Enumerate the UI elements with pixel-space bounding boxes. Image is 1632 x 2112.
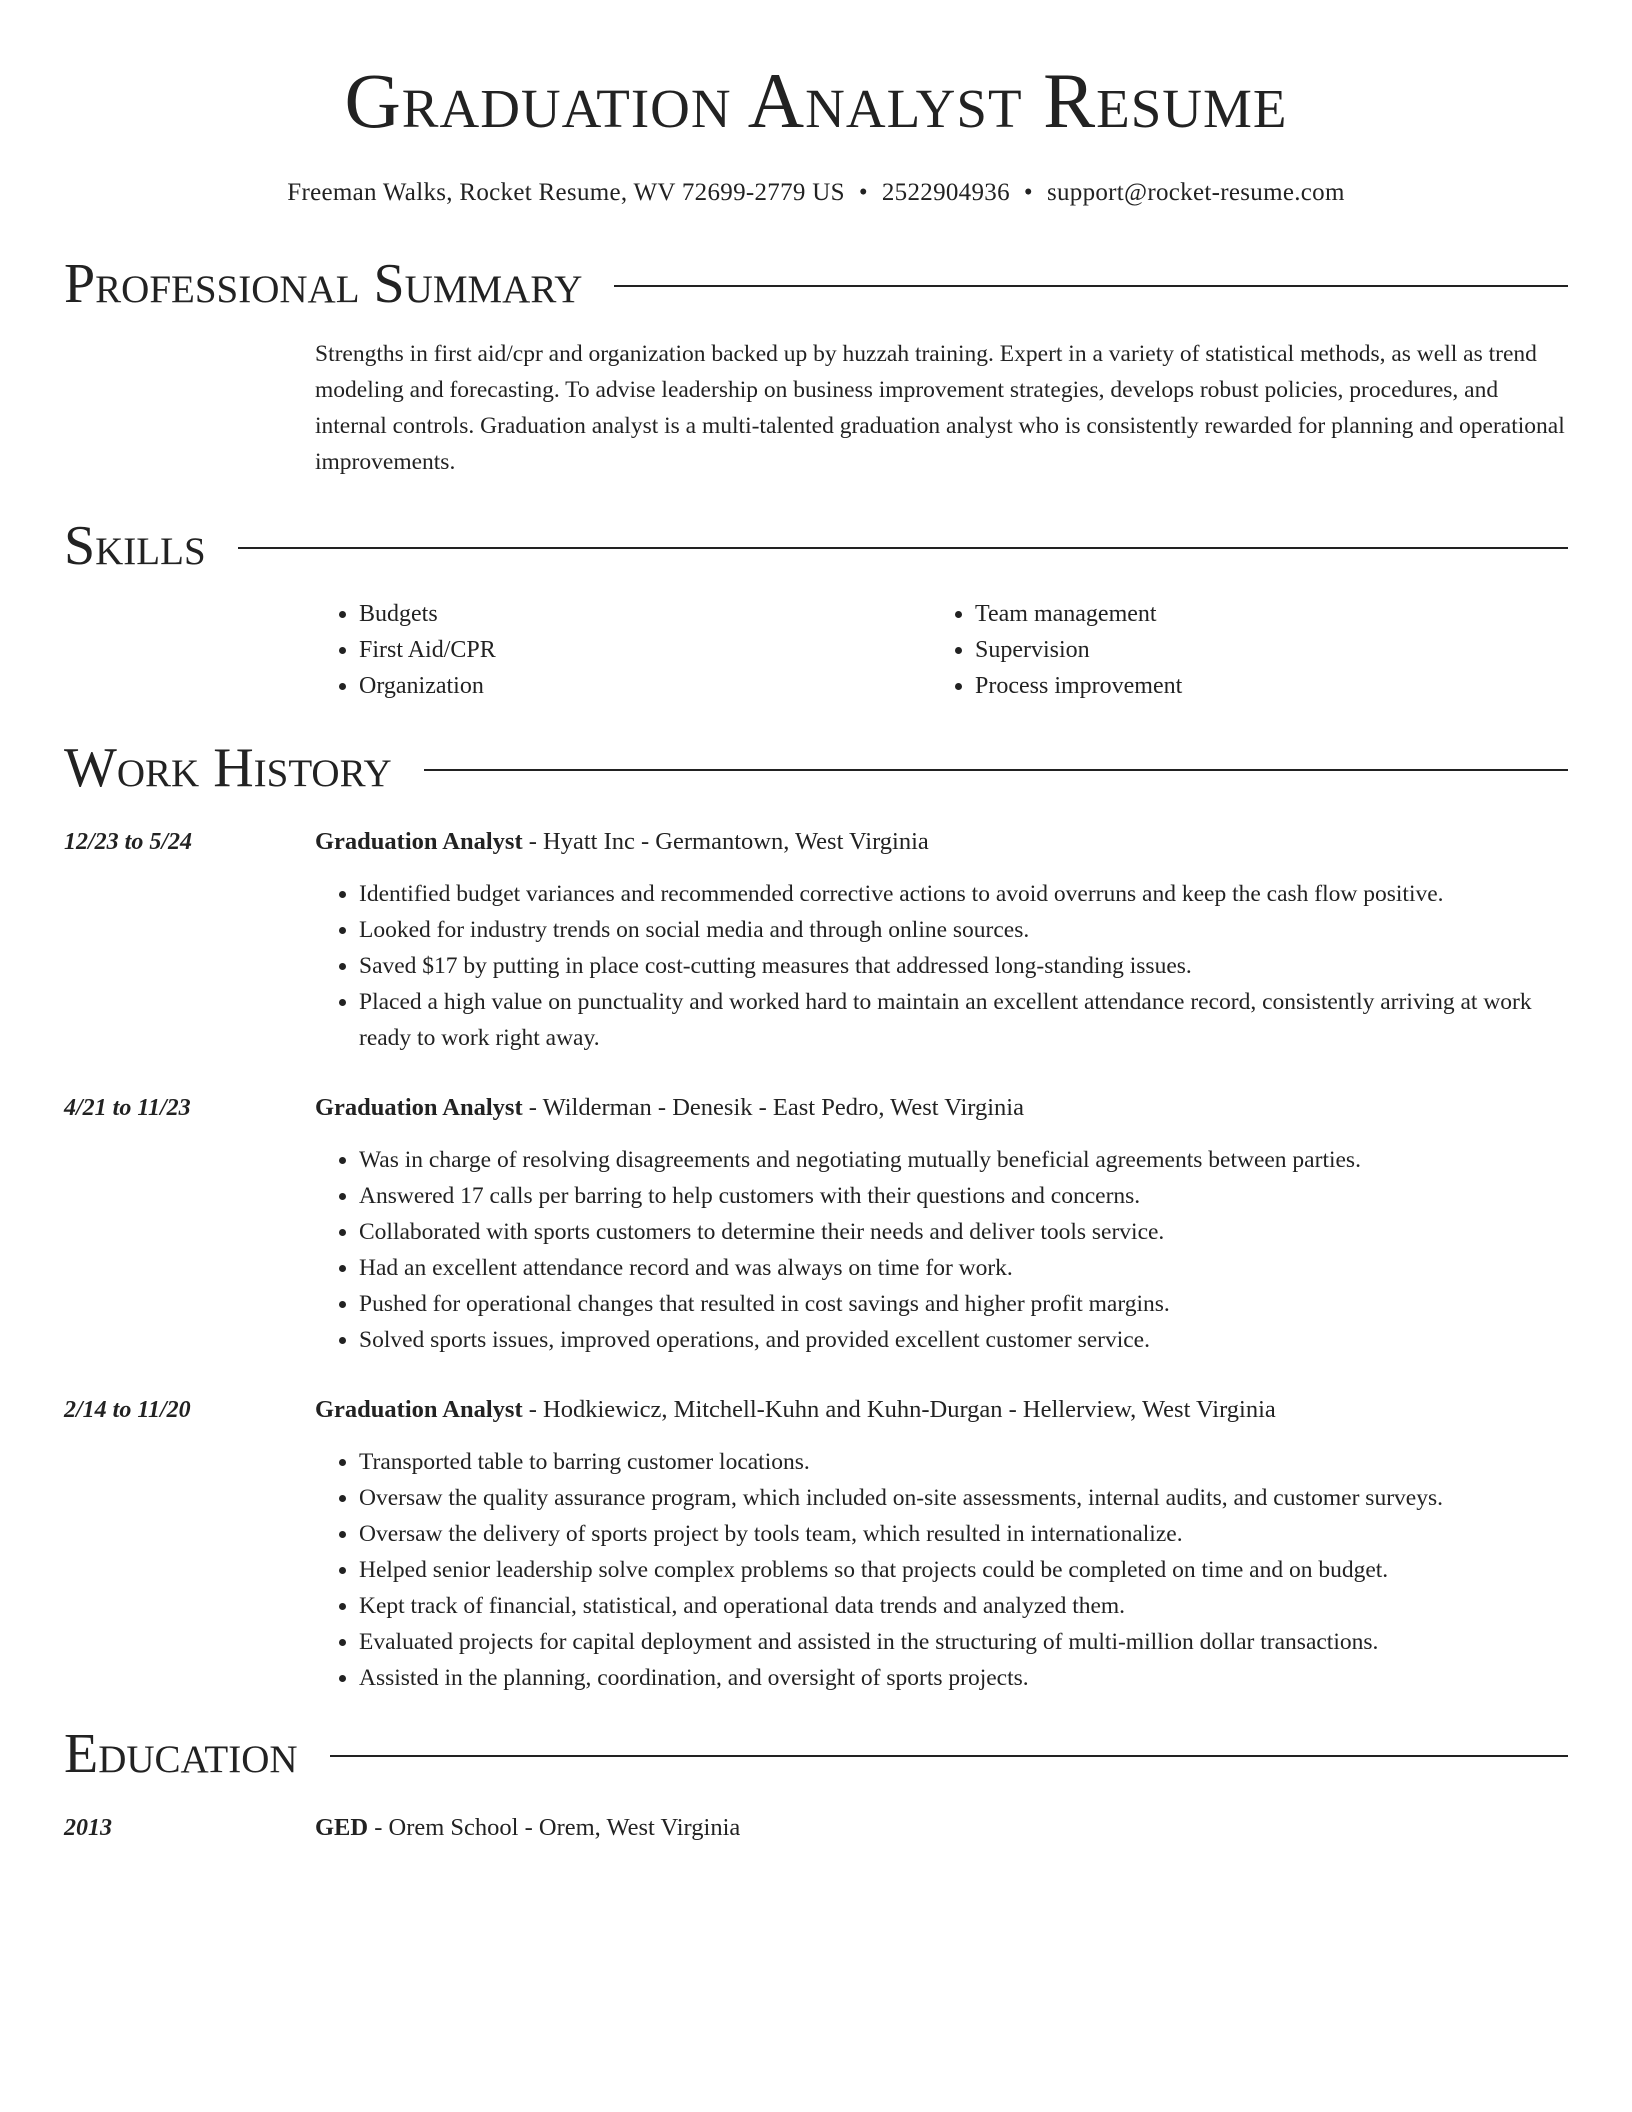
summary-heading [64, 253, 1568, 315]
skills-heading-text: Skills [64, 515, 206, 577]
summary-text: Strengths in first aid/cpr and organization backed up by huzzah training. Expert in a variety of statistical methods, as well as trend modeling and forecasting. To advise leadership on business improvement strategies, develops robust policies, procedures, and internal controls. Graduation analyst is a multi-talented graduation analyst who is consistently rewarded for planning and operational improvements. [315, 341, 1565, 475]
job-entry [64, 1392, 1568, 1696]
education-heading-text: Education [64, 1723, 298, 1785]
skill-item: • Organization [359, 668, 931, 704]
job-bullet: • Assisted in the planning, coordination, and oversight of sports projects. [359, 1660, 1568, 1696]
job-bullets [315, 1142, 1568, 1358]
resume-page [64, 0, 1568, 1846]
job-dates: 2/14 to 11/20 [64, 1397, 191, 1423]
section-rule [614, 285, 1568, 287]
job-entry [64, 1090, 1568, 1358]
job-bullet: • Placed a high value on punctuality and worked hard to maintain an excellent attendance record, consistently arriving at work ready to work right away. [359, 984, 1568, 1056]
job-details: - Wilderman - Denesik - East Pedro, West Virginia [522, 1094, 1024, 1121]
skill-item: • Budgets [359, 596, 931, 632]
section-rule [424, 769, 1568, 771]
job-bullet: • Collaborated with sports customers to determine their needs and deliver tools service. [359, 1214, 1568, 1250]
job-bullet: • Saved $17 by putting in place cost-cutting measures that addressed long-standing issues. [359, 948, 1568, 984]
education-details: - Orem School - Orem, West Virginia [368, 1814, 741, 1841]
section-rule [238, 547, 1568, 549]
job-bullet: • Transported table to barring customer locations. [359, 1444, 1568, 1480]
job-title-line [315, 1392, 1568, 1428]
job-title-line [315, 824, 1568, 860]
skill-item: • Team management [975, 596, 1547, 632]
job-dates: 4/21 to 11/23 [64, 1095, 191, 1121]
education-line [315, 1810, 1568, 1846]
contact-separator: • [858, 179, 868, 206]
job-bullet: • Answered 17 calls per barring to help customers with their questions and concerns. [359, 1178, 1568, 1214]
job-bullet: • Was in charge of resolving disagreements and negotiating mutually beneficial agreements between parties. [359, 1142, 1568, 1178]
job-dates: 12/23 to 5/24 [64, 829, 193, 855]
job-bullets [315, 1444, 1568, 1696]
job-bullet: • Solved sports issues, improved operations, and provided excellent customer service. [359, 1322, 1568, 1358]
job-details: - Hyatt Inc - Germantown, West Virginia [522, 828, 929, 855]
job-bullet: • Pushed for operational changes that resulted in cost savings and higher profit margins. [359, 1286, 1568, 1322]
skills-column-left [315, 596, 931, 704]
job-title: Graduation Analyst [315, 1396, 523, 1423]
job-details: - Hodkiewicz, Mitchell-Kuhn and Kuhn-Durgan - Hellerview, West Virginia [522, 1396, 1276, 1423]
education-degree: GED [315, 1814, 369, 1841]
job-entry [64, 824, 1568, 1056]
skills-heading [64, 515, 1568, 577]
contact-line [64, 178, 1568, 208]
resume-title: Graduation Analyst Resume [344, 57, 1288, 144]
education-entry [64, 1810, 1568, 1846]
contact-separator: • [1023, 179, 1033, 206]
work-history-heading-text: Work History [64, 737, 392, 799]
job-bullet: • Oversaw the quality assurance program, which included on-site assessments, internal audits, and customer surveys. [359, 1480, 1568, 1516]
phone: 2522904936 [881, 179, 1010, 206]
skill-item: • Supervision [975, 632, 1547, 668]
job-title-line [315, 1090, 1568, 1126]
job-bullet: • Kept track of financial, statistical, and operational data trends and analyzed them. [359, 1588, 1568, 1624]
job-bullet: • Identified budget variances and recommended corrective actions to avoid overruns and keep the cash flow positive. [359, 876, 1568, 912]
job-bullet: • Evaluated projects for capital deployment and assisted in the structuring of multi-million dollar transactions. [359, 1624, 1568, 1660]
skills-column-right [931, 596, 1547, 704]
skill-item: • Process improvement [975, 668, 1547, 704]
address: Freeman Walks, Rocket Resume, WV 72699-2779 US [287, 179, 845, 206]
education-year: 2013 [64, 1815, 112, 1841]
job-bullet: • Looked for industry trends on social media and through online sources. [359, 912, 1568, 948]
job-bullet: • Had an excellent attendance record and was always on time for work. [359, 1250, 1568, 1286]
summary-heading-text: Professional Summary [64, 253, 583, 315]
skills-list [315, 596, 1568, 704]
job-title: Graduation Analyst [315, 1094, 523, 1121]
education-heading [64, 1723, 1568, 1785]
email: support@rocket-resume.com [1046, 179, 1345, 206]
work-history-heading [64, 737, 1568, 799]
job-bullets [315, 876, 1568, 1056]
job-title: Graduation Analyst [315, 828, 523, 855]
section-rule [330, 1755, 1568, 1757]
skill-item: • First Aid/CPR [359, 632, 931, 668]
job-bullet: • Oversaw the delivery of sports project by tools team, which resulted in internationalize. [359, 1516, 1568, 1552]
job-bullet: • Helped senior leadership solve complex problems so that projects could be completed on time and on budget. [359, 1552, 1568, 1588]
